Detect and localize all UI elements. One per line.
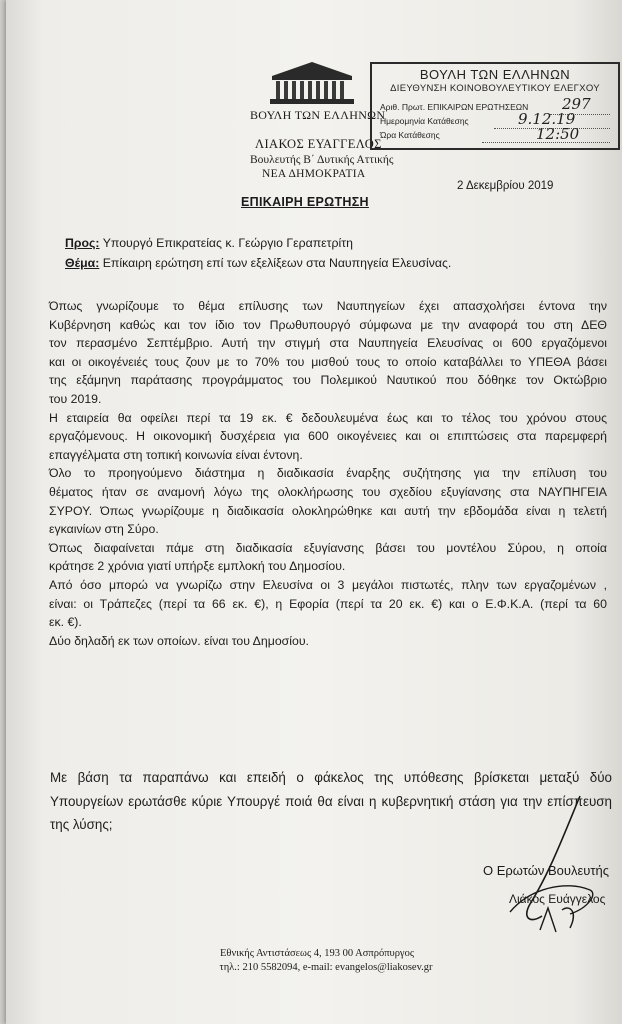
- stamp-filing-date: 9.12.19: [518, 110, 576, 128]
- body-line: επαγγέλματα στη τοπική κοινωνία είναι έντονη.: [49, 447, 303, 462]
- signature-name: Λιάκος Ευάγγελος: [509, 892, 606, 906]
- signature-title: Ο Ερωτών Βουλευτής: [483, 863, 610, 878]
- body-line: Όπως διαφαίνεται πάμε στη διαδικασία εξυγίανσης βάσει του μοντέλου Σύρου, η οποία: [49, 540, 607, 555]
- subject-label: Θέμα:: [65, 256, 100, 270]
- parliament-building-emblem: [268, 60, 356, 106]
- recipient-line: [65, 236, 353, 250]
- body-line: εγκαινίων στη Σύρο.: [49, 522, 159, 537]
- party-name: ΝΕΑ ΔΗΜΟΚΡΑΤΙΑ: [262, 168, 366, 180]
- header-org: ΒΟΥΛΗ ΤΩΝ ΕΛΛΗΝΩΝ: [250, 108, 386, 122]
- stamp-title: ΒΟΥΛΗ ΤΩΝ ΕΛΛΗΝΩΝ: [419, 67, 571, 82]
- body-line: είναι: οι Τράπεζες (περί τα 66 εκ. €), η Εφορία (περί τα 20 εκ. €) και ο Ε.Φ.Κ.Α. (περί τα 60: [49, 596, 607, 611]
- receipt-stamp: [370, 62, 620, 150]
- body-line: Η εταιρεία θα οφείλει περί τα 19 εκ. € δεδουλευμένα έως και το τέλος του χρόνου στους: [49, 410, 607, 425]
- footer-address: Εθνικής Αντιστάσεως 4, 193 00 Ασπρόπυργος: [220, 948, 414, 959]
- body-line: της εξάμηνη παράτασης προγράμματος του Πολεμικού Ναυτικού που δόθηκε τον Οκτώβριο: [49, 373, 607, 388]
- stamp-protocol-label: Αριθ. Πρωτ. ΕΠΙΚΑΙΡΩΝ ΕΡΩΤΗΣΕΩΝ: [380, 102, 529, 112]
- question-line: της λύσης;: [50, 817, 113, 832]
- subject-line: [65, 256, 451, 270]
- document-title: ΕΠΙΚΑΙΡΗ ΕΡΩΤΗΣΗ: [241, 195, 369, 209]
- recipient-label: Προς:: [65, 236, 100, 250]
- stamp-filing-time: 12:50: [536, 125, 580, 143]
- body-line: εργαζόμενους. Η οικονομική δυσχέρεια για 600 οικογένειες και οι επιπτώσεις στα παρεμφερή: [49, 429, 607, 444]
- stamp-time-label: Ώρα Κατάθεσης: [380, 130, 440, 140]
- question-body: [49, 297, 607, 650]
- subject-text: Επίκαιρη ερώτηση επί των εξελίξεων στα Ναυπηγεία Ελευσίνας.: [102, 256, 452, 270]
- document-date: 2 Δεκεμβρίου 2019: [457, 180, 554, 192]
- body-line: τον περασμένο Σεπτέμβριο. Αυτή την στιγμή στα Ναυπηγεία Ελευσίνας οι 600 εργαζόμενοι: [49, 336, 607, 351]
- body-line: Κυβέρνηση καθώς και τον ίδιο τον Πρωθυπουργό σύμφωνα με την αναφορά του στη ΔΕΘ: [49, 317, 607, 332]
- body-line: εκ. €).: [49, 615, 82, 630]
- footer-contact: τηλ.: 210 5582094, e-mail: evangelos@liakosev.gr: [219, 962, 433, 973]
- mp-role: Βουλευτής Β΄ Δυτικής Αττικής: [250, 154, 394, 166]
- body-line: και οι οικογένειές τους ζουν με το 70% του μισθού τους το οποίο καταβάλλει το ΥΠΕΘΑ βάσει: [49, 354, 607, 369]
- question-line: Με βάση τα παραπάνω και επειδή ο φάκελος της υπόθεσης βρίσκεται μεταξύ δύο: [50, 770, 612, 785]
- body-line: Από όσο μπορώ να γνωρίζω στην Ελευσίνα οι 3 μεγάλοι πιστωτές, πλην των εργαζομένων ,: [49, 577, 607, 592]
- body-line: Όπως γνωρίζουμε το θέμα επίλυσης των Ναυπηγείων έχει απασχολήσει έντονα την: [49, 299, 607, 313]
- body-line: κράτησε 2 χρόνια γιατί υπήρξε εμπλοκή του Δημοσίου.: [49, 559, 346, 574]
- body-line: θέματος ήταν σε αναμονή λόγω της ολοκλήρωσης του σχεδίου εξυγίανσης στα ΝΑΥΠΗΓΕΙΑ: [49, 484, 607, 499]
- recipient-text: Υπουργό Επικρατείας κ. Γεώργιο Γεραπετρίτη: [102, 236, 353, 250]
- body-line: ΣΥΡΟΥ. Όπως γνωρίζουμε η διαδικασία ολοκληρώθηκε και αυτή την εβδομάδα είναι η τελετή: [49, 503, 607, 518]
- stamp-protocol-number: 297: [562, 95, 591, 113]
- body-line: του 2019.: [49, 391, 102, 406]
- stamp-date-label: Ημερομηνία Κατάθεσης: [380, 116, 469, 126]
- question-line: Υπουργείων ερωτάσθε κύριε Υπουργέ ποιά θα είναι η κυβερνητική στάση για την επίσπευση: [50, 793, 612, 809]
- body-line: Όλο το προηγούμενο διάστημα η διαδικασία έναρξης συζήτησης για την επίλυση του: [49, 466, 607, 481]
- mp-name: ΛΙΑΚΟΣ ΕΥΑΓΓΕΛΟΣ: [255, 137, 382, 151]
- stamp-subtitle: ΔΙΕΥΘΥΝΣΗ ΚΟΙΝΟΒΟΥΛΕΥΤΙΚΟΥ ΕΛΕΓΧΟΥ: [390, 83, 600, 94]
- body-line: Δύο δηλαδή εκ των οποίων. είναι του Δημοσίου.: [49, 633, 309, 648]
